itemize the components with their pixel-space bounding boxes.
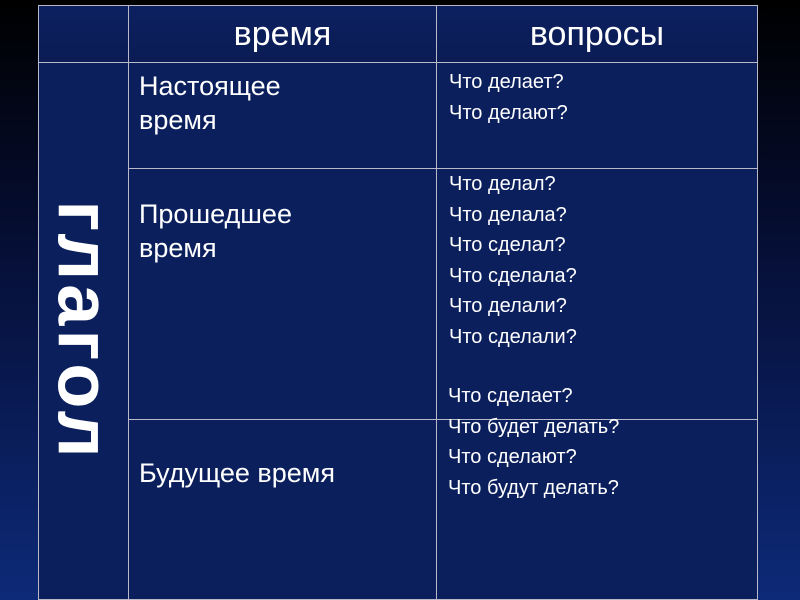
questions-cell-present <box>436 62 758 169</box>
question-item: Что сделают? <box>448 446 577 468</box>
questions-list-future <box>436 381 770 503</box>
tense-cell-future <box>128 419 437 600</box>
question-item: Что сделали? <box>449 325 577 348</box>
question-item: Что сделал? <box>449 234 566 256</box>
questions-list-present <box>437 67 757 128</box>
tense-label-past: Прошедшее время <box>139 199 292 263</box>
question-item: Что сделала? <box>449 264 577 287</box>
question-item: Что делают? <box>449 101 568 124</box>
question-item: Что будет делать? <box>448 415 620 438</box>
question-item: Что сделает? <box>448 385 573 407</box>
header-questions: вопросы <box>436 5 758 63</box>
header-corner-cell <box>38 5 129 63</box>
tense-cell-past <box>128 168 437 420</box>
question-item: Что делала? <box>449 203 567 226</box>
verb-tense-table <box>38 5 758 600</box>
header-time: время <box>128 5 437 63</box>
side-label-verb: глагол <box>42 200 125 462</box>
question-item: Что будут делать? <box>448 476 619 499</box>
question-item: Что делает? <box>449 71 564 93</box>
tense-cell-present <box>128 62 437 169</box>
tense-label-present: Настоящее время <box>139 71 281 135</box>
questions-list-past <box>437 169 757 352</box>
question-item: Что делал? <box>449 173 556 195</box>
side-label-cell <box>38 62 129 600</box>
question-item: Что делали? <box>449 295 567 317</box>
tense-label-future: Будущее время <box>139 458 335 488</box>
